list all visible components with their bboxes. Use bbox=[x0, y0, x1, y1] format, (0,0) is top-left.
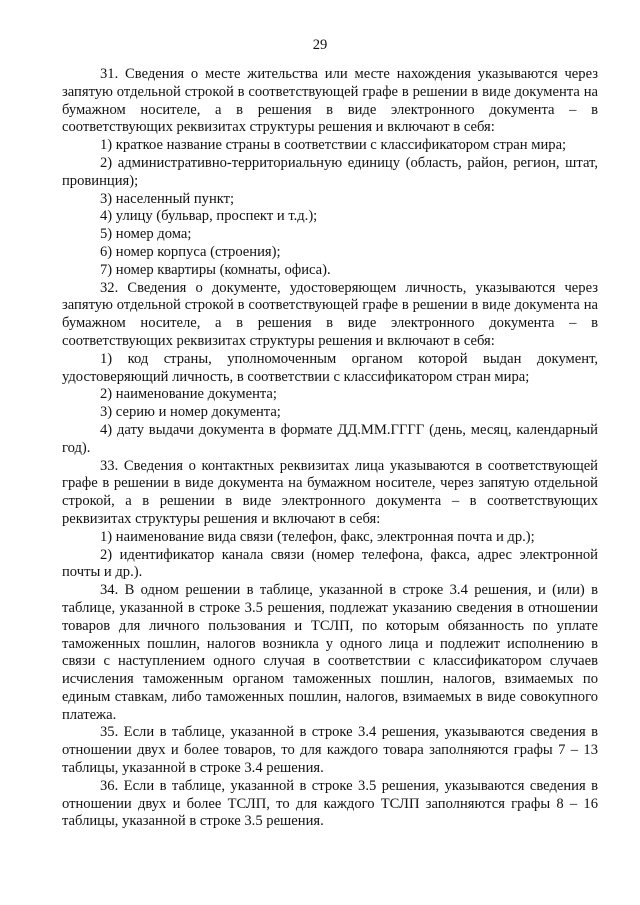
paragraph-34: 34. В одном решении в таблице, указанной в строке 3.4 решения, и (или) в таблице, указанной в строке 3.5 решения, подлежат указанию сведения в отношении товаров для личного пользования и ТСЛП, по которым обязанность по уплате таможенных пошлин, налогов возникла у одного лица и подлежит исполнению в связи с наступлением одного случая в соответствии с классификатором случаев исчисления таможенным органом таможенных пошлин, налогов, взимаемых по единым ставкам, либо таможенных пошлин, налогов, взимаемых в виде совокупного платежа. bbox=[62, 582, 598, 723]
list-item: 4) улицу (бульвар, проспект и т.д.); bbox=[100, 208, 318, 225]
list-item: 6) номер корпуса (строения); bbox=[100, 243, 281, 260]
list-item: 4) дату выдачи документа в формате ДД.ММ.ГГГГ (день, месяц, календарный год). bbox=[62, 421, 598, 456]
list-item: 1) краткое название страны в соответствии с классификатором стран мира; bbox=[100, 137, 567, 154]
list-item: 1) наименование вида связи (телефон, факс, электронная почта и др.); bbox=[100, 528, 535, 545]
list-item: 7) номер квартиры (комнаты, офиса). bbox=[100, 261, 331, 278]
list-item: 2) наименование документа; bbox=[100, 386, 277, 403]
paragraph-36: 36. Если в таблице, указанной в строке 3.5 решения, указываются сведения в отношении двух и более ТСЛП, то для каждого ТСЛП заполняются графы 8 – 16 таблицы, указанной в строке 3.5 решения. bbox=[62, 777, 598, 830]
paragraph-32: 32. Сведения о документе, удостоверяющем личность, указываются через запятую отдельной строкой в соответствующей графе в решении в виде документа на бумажном носителе, а в решения в виде электронного документа – в соответствующих реквизитах структуры решения и включают в себя: bbox=[62, 279, 598, 349]
list-item: 3) серию и номер документа; bbox=[100, 404, 281, 421]
page-number: 29 bbox=[312, 37, 328, 53]
document-body bbox=[62, 66, 598, 831]
paragraph-33: 33. Сведения о контактных реквизитах лица указываются в соответствующей графе в решении в виде документа на бумажном носителе, через запятую отдельной строкой, а в решении в виде электронного документа – в соответствующих реквизитах структуры решения и включают в себя: bbox=[62, 457, 598, 527]
list-item: 2) административно-территориальную единицу (область, район, регион, штат, провинция); bbox=[62, 154, 598, 189]
paragraph-35: 35. Если в таблице, указанной в строке 3.4 решения, указываются сведения в отношении двух и более товаров, то для каждого товара заполняются графы 7 – 13 таблицы, указанной в строке 3.4 решения. bbox=[62, 724, 598, 777]
list-item: 1) код страны, уполномоченным органом которой выдан документ, удостоверяющий личность, в соответствии с классификатором стран мира; bbox=[62, 350, 598, 385]
list-item: 5) номер дома; bbox=[100, 226, 192, 243]
list-item: 2) идентификатор канала связи (номер телефона, факса, адрес электронной почты и др.). bbox=[62, 546, 598, 581]
paragraph-31: 31. Сведения о месте жительства или месте нахождения указываются через запятую отдельной строкой в соответствующей графе в решении в виде документа на бумажном носителе, а в решения в виде электронного документа – в соответствующих реквизитах структуры решения и включают в себя: bbox=[62, 66, 598, 136]
list-item: 3) населенный пункт; bbox=[100, 190, 235, 207]
